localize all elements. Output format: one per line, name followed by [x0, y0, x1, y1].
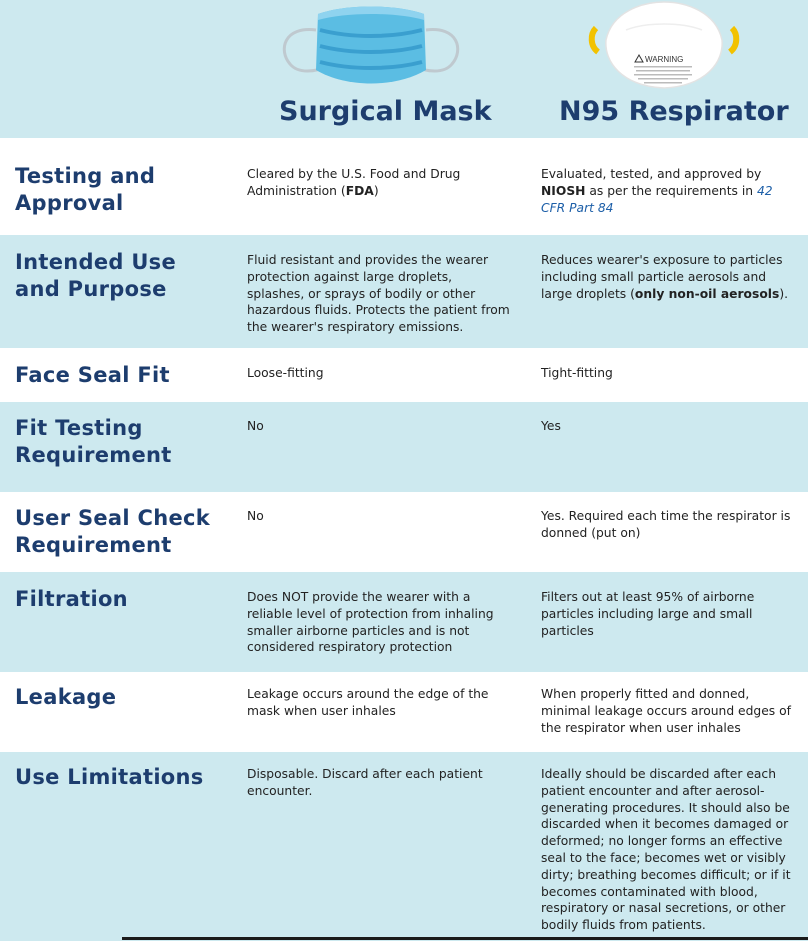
surgical-mask-cell [247, 365, 512, 382]
column-title-surgical-mask: Surgical Mask [279, 96, 492, 127]
n95-respirator-cell [541, 508, 791, 542]
n95-respirator-cell [541, 365, 791, 382]
n95-respirator-cell [541, 418, 791, 435]
bold-text: FDA [345, 183, 374, 198]
n95-respirator-cell [541, 766, 791, 934]
text-run: Leakage occurs around the edge of the mask when user inhales [247, 687, 489, 718]
row-label-line: Leakage [15, 685, 117, 709]
row-label [15, 415, 230, 469]
row-label-line: and Purpose [15, 277, 167, 301]
text-run: Evaluated, tested, and approved by [541, 167, 762, 181]
text-run: ) [373, 183, 379, 198]
text-run: ). [779, 286, 789, 301]
text-run: No [247, 419, 264, 433]
row-label-line: Use Limitations [15, 765, 204, 789]
surgical-mask-cell [247, 166, 512, 200]
row-label-line: Face Seal Fit [15, 363, 170, 387]
text-run: Tight-fitting [541, 366, 613, 380]
text-run: as per the requirements in [585, 183, 757, 198]
row-label [15, 586, 230, 613]
row-label-line: Requirement [15, 533, 172, 557]
text-run: Disposable. Discard after each patient encounter. [247, 767, 483, 798]
surgical-mask-cell [247, 508, 512, 525]
row-label-line: Approval [15, 191, 124, 215]
text-run: No [247, 509, 264, 523]
row-label-line: Intended Use [15, 250, 177, 274]
text-run: When properly fitted and donned, minimal leakage occurs around edges of the respirator when user inhales [541, 687, 791, 735]
surgical-mask-cell [247, 589, 512, 656]
text-run: Does NOT provide the wearer with a reliable level of protection from inhaling smaller airborne particles and is not considered respiratory protection [247, 590, 494, 655]
bottom-rule [122, 937, 808, 940]
text-run: Yes [541, 419, 561, 433]
surgical-mask-cell [247, 686, 512, 720]
text-run: Loose-fitting [247, 366, 324, 380]
row-label-line: Fit Testing [15, 416, 143, 440]
surgical-mask-cell [247, 766, 512, 800]
surgical-mask-cell [247, 418, 512, 435]
column-title-n95-respirator: N95 Respirator [559, 96, 789, 127]
text-run: Ideally should be discarded after each patient encounter and after aerosol-generating procedures. It should also be discarded when it becomes damaged or deformed; no longer forms an effective seal to the face; becomes wet or visibly dirty; breathing becomes difficult; or if it becomes contaminated with blood, respiratory or nasal secretions, or other bodily fluids from patients. [541, 767, 791, 933]
row-label [15, 362, 230, 389]
text-run: Yes. Required each time the respirator is donned (put on) [541, 509, 791, 540]
n95-respirator-cell [541, 589, 791, 639]
row-label [15, 684, 230, 711]
n95-respirator-cell [541, 252, 791, 302]
n95-respirator-cell [541, 166, 791, 216]
row-label-line: Filtration [15, 587, 128, 611]
bold-text: NIOSH [541, 183, 586, 198]
row-label [15, 505, 230, 559]
row-label-line: User Seal Check [15, 506, 211, 530]
header [0, 0, 808, 138]
row-label [15, 764, 230, 791]
row-label-line: Requirement [15, 443, 172, 467]
row-label-line: Testing and [15, 164, 156, 188]
header-divider [0, 138, 808, 148]
regulation-link[interactable]: 42 CFR Part 84 [541, 183, 773, 215]
text-run: Filters out at least 95% of airborne particles including large and small particles [541, 590, 755, 638]
text-run: Fluid resistant and provides the wearer protection against large droplets, splashes, or sprays of bodily or other hazardous fluids. Protects the patient from the wearer's respiratory emissions. [247, 253, 510, 335]
n95-respirator-cell [541, 686, 791, 736]
surgical-mask-icon [276, 0, 466, 92]
bold-text: only non-oil aerosols [634, 286, 780, 301]
n95-warning-text: WARNING [645, 55, 684, 64]
surgical-mask-cell [247, 252, 512, 336]
n95-respirator-icon [586, 0, 742, 94]
row-label [15, 249, 230, 303]
text-run: Reduces wearer's exposure to particles including small particle aerosols and large droplets ( [541, 253, 783, 301]
row-label [15, 163, 230, 217]
text-run: Cleared by the U.S. Food and Drug Administration ( [247, 167, 461, 198]
